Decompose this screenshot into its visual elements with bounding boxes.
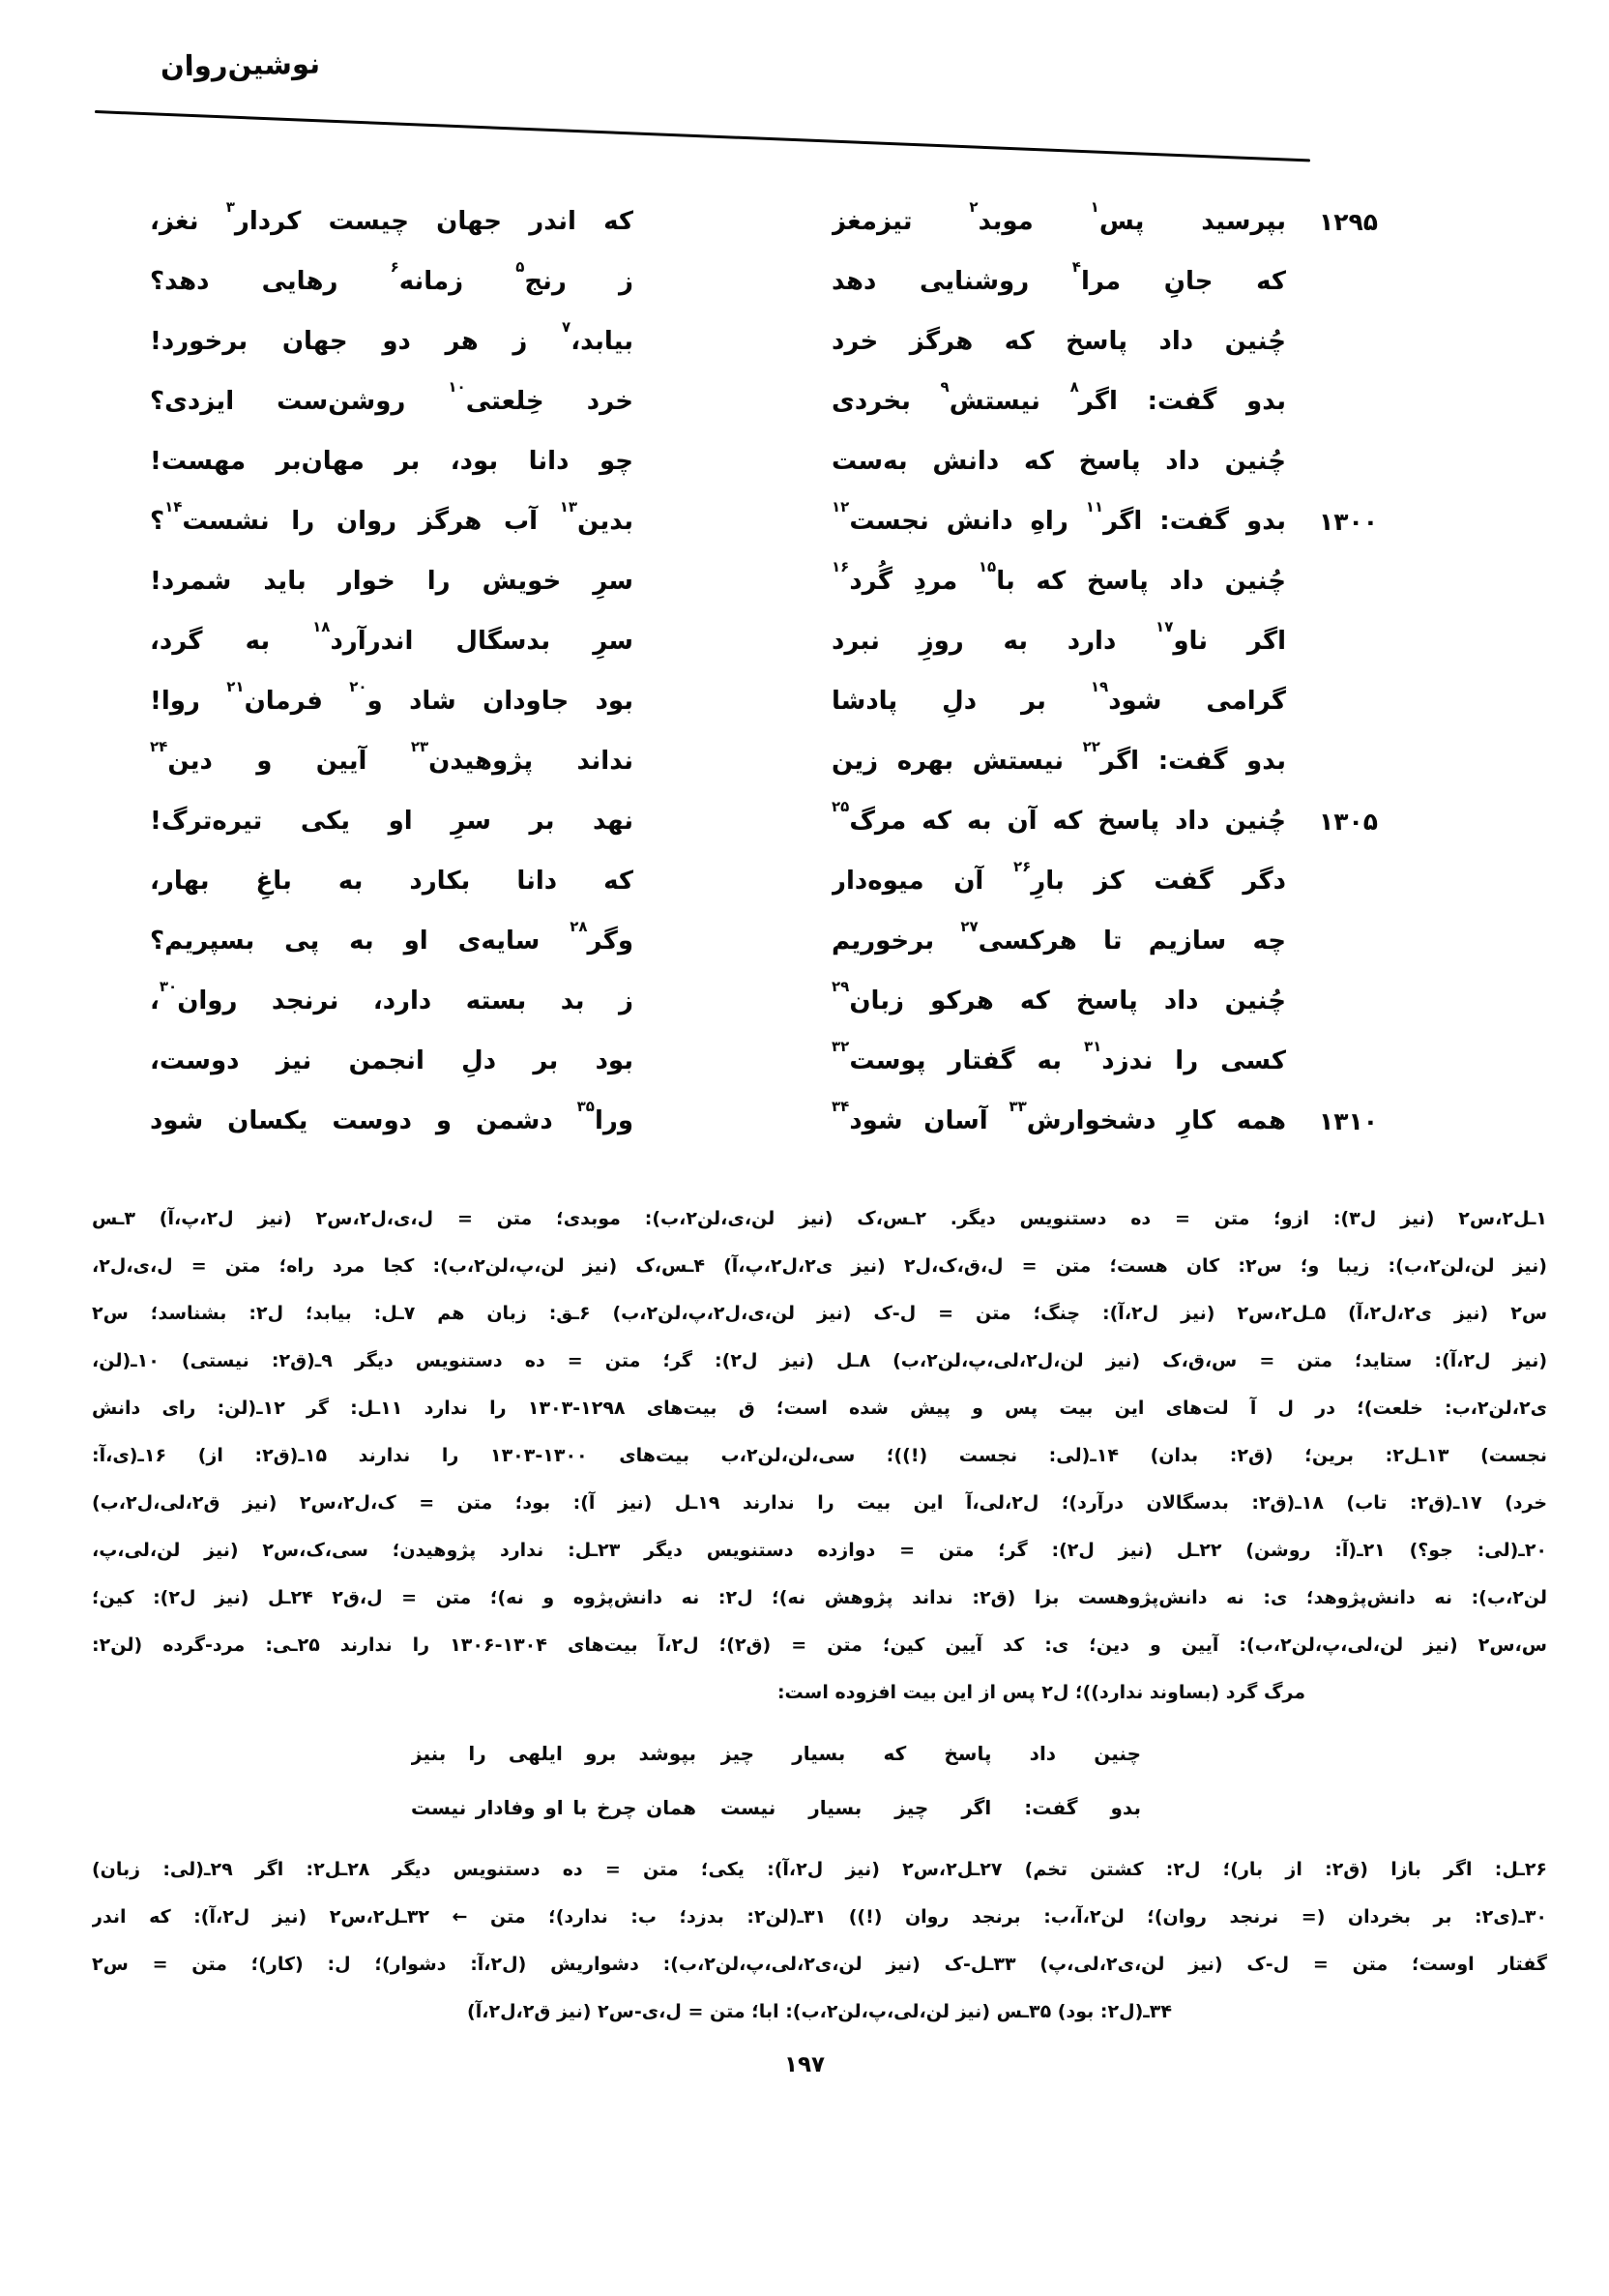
hemistich-right: چُنین داد پاسخ که دانش به‌ست bbox=[832, 447, 1286, 476]
verse-row bbox=[150, 851, 1378, 911]
hemistich-right: گرامی شود$^{۱۹}$ بر دلِ پادشا bbox=[832, 679, 1286, 716]
footnote-line: خرد) ۱۷ـ(ق۲: تاب) ۱۸ـ(ق۲: بدسگالان درآرد)؛ ل۲،لی،آ این بیت را ندارند ۱۹ـل (نیز آ): بود؛ متن = ک،ل۲،س۲ (نیز ق۲،لی،ل۲،ب) bbox=[92, 1492, 1547, 1514]
hemistich-right: بدو گفت: اگر$^۸$ نیستش$^۹$ بخردی bbox=[832, 379, 1286, 416]
verse-row bbox=[150, 311, 1378, 371]
hemistich-right: چُنین داد پاسخ که هرکو زبان$^{۲۹}$ bbox=[832, 979, 1286, 1016]
hemistich-left: بود بر دلِ انجمن نیز دوست، bbox=[150, 1046, 633, 1075]
couplet-hemistich-left: بپوشد برو ایلهی را بنیز bbox=[411, 1742, 696, 1765]
footnote-line: لن۲،ب): نه دانش‌پژوهد؛ ی: نه دانش‌پژوهست بزا (ق۲: نداند پژوهش نه)؛ ل۲: نه دانش‌پژوه و نه)؛ متن = ل،ق۲ ۲۴ـل (نیز ل۲): کین؛ bbox=[92, 1587, 1547, 1608]
hemistich-left: که اندر جهان چیست کردار$^۳$ نغز، bbox=[150, 199, 633, 236]
verse-row bbox=[150, 371, 1378, 431]
header-rule-line bbox=[95, 110, 1310, 162]
footnote-line: ۲۰ـ(لی: جو؟) ۲۱ـ(آ: روشن) ۲۲ـل (نیز ل۲): گر؛ متن = دوازده دستنویس دیگر ۲۳ـل: ندارد پژوهیدن؛ سی،ک،س۲ (نیز لن،لی،پ، bbox=[92, 1540, 1547, 1561]
verse-number: ۱۳۰۰ bbox=[1318, 507, 1378, 536]
footnote-line: مرگ گرد (بساوند ندارد))؛ ل۲ پس از این بیت افزوده است: bbox=[776, 1682, 1305, 1703]
verse-row bbox=[150, 611, 1378, 671]
running-header: نوشین‌روان bbox=[160, 46, 321, 83]
couplet-hemistich-right: چنین داد پاسخ که بسیار چیز bbox=[720, 1742, 1141, 1765]
verse-row bbox=[150, 491, 1378, 551]
footnote-line: ۱ـل۲،س۲ (نیز ل۳): ازو؛ متن = ده دستنویس دیگر. ۲ـس،ک (نیز لن،ی،لن۲،ب): موبدی؛ متن = ل،ی،ل۲،س۲ (نیز ل۲،پ،آ) ۳ـس bbox=[92, 1208, 1547, 1229]
verse-row bbox=[150, 191, 1378, 251]
hemistich-right: کسی را ندزد$^{۳۱}$ به گفتار پوست$^{۳۲}$ bbox=[832, 1039, 1286, 1075]
footnote-line: (نیز لن،لن۲،ب): زیبا و؛ س۲: کان هست؛ متن = ل،ق،ک،ل۲ (نیز ی۲،ل۲،پ،آ) ۴ـس،ک (نیز لن،پ،لن۲،ب): کجا مرد راه؛ متن = ل،ی،ل۲، bbox=[92, 1255, 1547, 1277]
verse-row bbox=[150, 731, 1378, 791]
hemistich-right: چه سازیم تا هرکسی$^{۲۷}$ برخوریم bbox=[832, 919, 1286, 956]
verse-row bbox=[150, 1091, 1378, 1151]
footnote-line: (نیز ل۲،آ): ستاید؛ متن = س،ق،ک (نیز لن،ل۲،لی،پ،لن۲،ب) ۸ـل (نیز ل۲): گر؛ متن = ده دستنویس دیگر ۹ـ(ق۲: نیستی) ۱۰ـ(لن، bbox=[92, 1350, 1547, 1371]
hemistich-right: بپرسید پس$^۱$ موبد$^۲$ تیزمغز bbox=[832, 199, 1286, 236]
hemistich-left: ورا$^{۳۵}$ دشمن و دوست یکسان شود bbox=[150, 1099, 633, 1135]
hemistich-left: بدین$^{۱۳}$ آب هرگز روان را نشست$^{۱۴}$؟ bbox=[150, 499, 633, 536]
couplet-row bbox=[411, 1726, 1141, 1781]
footnote-line: ی۲،لن۲،ب: خلعت)؛ در ل آ لت‌های این بیت پس و پیش شده است؛ ق بیت‌های ۱۲۹۸-۱۳۰۳ را ندارد ۱۱ـل: گر ۱۲ـ(لن: رای دانش bbox=[92, 1398, 1547, 1419]
hemistich-left: نهد بر سرِ او یکی تیره‌ترگ! bbox=[150, 807, 633, 836]
verse-row bbox=[150, 431, 1378, 491]
hemistich-left: خرد خِلعتی$^{۱۰}$ روشن‌ست ایزدی؟ bbox=[150, 379, 633, 416]
verse-row bbox=[150, 971, 1378, 1031]
verse-row bbox=[150, 551, 1378, 611]
verse-row bbox=[150, 1031, 1378, 1091]
verse-number: ۱۲۹۵ bbox=[1318, 207, 1378, 236]
hemistich-left: بیابد،$^۷$ ز هر دو جهان برخورد! bbox=[150, 319, 633, 356]
verse-row bbox=[150, 911, 1378, 971]
hemistich-left: بود جاودان شاد و$^{۲۰}$ فرمان$^{۲۱}$ روا! bbox=[150, 679, 633, 716]
footnote-line: ۳۴ـ(ل۲: بود) ۳۵ـس (نیز لن،لی،پ،لن۲،ب): ابا؛ متن = ل،ی-س۲ (نیز ق۲،ل۲،آ) bbox=[467, 2001, 1172, 2022]
couplet-row bbox=[411, 1781, 1141, 1835]
hemistich-right: اگر ناو$^{۱۷}$ دارد به روزِ نبرد bbox=[832, 619, 1286, 656]
hemistich-left: ز بد بسته دارد، نرنجد روان$^{۳۰}$، bbox=[150, 979, 633, 1016]
inserted-couplet bbox=[411, 1726, 1141, 1835]
couplet-hemistich-right: بدو گفت: اگر چیز بسیار نیست bbox=[720, 1796, 1141, 1819]
verse-number: ۱۳۰۵ bbox=[1318, 807, 1378, 836]
hemistich-right: چُنین داد پاسخ که با$^{۱۵}$ مردِ گُرد$^{۱۶}$ bbox=[832, 559, 1286, 596]
footnote-line: گفتار اوست؛ متن = ل-ک (نیز لن،ی۲،لی،پ) ۳۳ـل-ک (نیز لن،ی۲،لی،پ،لن۲،ب): دشواریش (ل۲،آ: دشوار)؛ ل: (کار)؛ متن = س۲ bbox=[92, 1954, 1547, 1975]
footnote-line: س۲ (نیز ی۲،ل۲،آ) ۵ـل۲،س۲ (نیز ل۲،آ): چنگ؛ متن = ل-ک (نیز لن،ی،ل۲،پ،لن۲،ب) ۶ـق: زبان هم ۷ـل: بیابد؛ ل۲: بشناسد؛ س۲ bbox=[92, 1303, 1547, 1324]
hemistich-right: که جانِ مرا$^۴$ روشنایی دهد bbox=[832, 259, 1286, 296]
footnotes-apparatus bbox=[92, 1195, 1547, 2036]
hemistich-right: چُنین داد پاسخ که آن به که مرگ$^{۲۵}$ bbox=[832, 799, 1286, 836]
hemistich-left: وگر$^{۲۸}$ سایه‌ی او به پی بسپریم؟ bbox=[150, 919, 633, 956]
hemistich-left: چو دانا بود، بر مهان‌بر مهست! bbox=[150, 447, 633, 476]
footnote-line: ۲۶ـل: اگر بازا (ق۲: از بار)؛ ل۲: کشتن تخم) ۲۷ـل۲،س۲ (نیز ل۲،آ): یکی؛ متن = ده دستنویس دیگر ۲۸ـل۲: اگر ۲۹ـ(لی: زبان) bbox=[92, 1859, 1547, 1880]
page-number: ۱۹۷ bbox=[783, 2052, 826, 2077]
verse-number: ۱۳۱۰ bbox=[1318, 1106, 1378, 1135]
hemistich-left: سرِ بدسگال اندرآرد$^{۱۸}$ به گرد، bbox=[150, 619, 633, 656]
hemistich-left: که دانا بکارد به باغِ بهار، bbox=[150, 867, 633, 896]
footnote-line: س،س۲ (نیز لن،لی،پ،لن۲،ب): آیین و دین؛ ی: کد آیین کین؛ متن = (ق۲)؛ ل۲،آ بیت‌های ۱۳۰۴-۱۳۰۶ را ندارند ۲۵ـی: مرد-گرده (لن۲: bbox=[92, 1634, 1547, 1656]
poem-columns bbox=[150, 191, 1378, 1151]
footnote-line: ۳۰ـ(ی۲: بر بخردان (= نرنجد روان)؛ لن۲،آ،ب: برنجد روان (!)) ۳۱ـ(لن۲: بدزد؛ ب: ندارد)؛ متن ← ۳۲ـل۲،س۲ (نیز ل۲،آ): که اندر bbox=[92, 1906, 1547, 1928]
hemistich-left: سرِ خویش را خوار باید شمرد! bbox=[150, 567, 633, 596]
verse-row bbox=[150, 791, 1378, 851]
couplet-hemistich-left: همان چرخ با او وفادار نیست bbox=[411, 1796, 696, 1819]
hemistich-right: بدو گفت: اگر$^{۲۲}$ نیستش بهره زین bbox=[832, 739, 1286, 776]
verse-row bbox=[150, 671, 1378, 731]
hemistich-right: بدو گفت: اگر$^{۱۱}$ راهِ دانش نجست$^{۱۲}$ bbox=[832, 499, 1286, 536]
hemistich-right: همه کارِ دشخوارش$^{۳۳}$ آسان شود$^{۳۴}$ bbox=[832, 1099, 1286, 1135]
hemistich-right: دگر گفت کز بارِ$^{۲۶}$ آن میوه‌دار bbox=[832, 859, 1286, 896]
hemistich-left: نداند پژوهیدن$^{۲۳}$ آیین و دین$^{۲۴}$ bbox=[150, 739, 633, 776]
footnote-line: نجست) ۱۳ـل۲: برین؛ (ق۲: بدان) ۱۴ـ(لی: نجست (!))؛ سی،لن،لن۲،ب بیت‌های ۱۳۰۰-۱۳۰۳ را ندارند ۱۵ـ(ق۲: از) ۱۶ـ(ی،آ: bbox=[92, 1445, 1547, 1466]
hemistich-right: چُنین داد پاسخ که هرگز خرد bbox=[832, 327, 1286, 356]
hemistich-left: ز رنج$^۵$ زمانه$^۶$ رهایی دهد؟ bbox=[150, 259, 633, 296]
verse-row bbox=[150, 251, 1378, 311]
